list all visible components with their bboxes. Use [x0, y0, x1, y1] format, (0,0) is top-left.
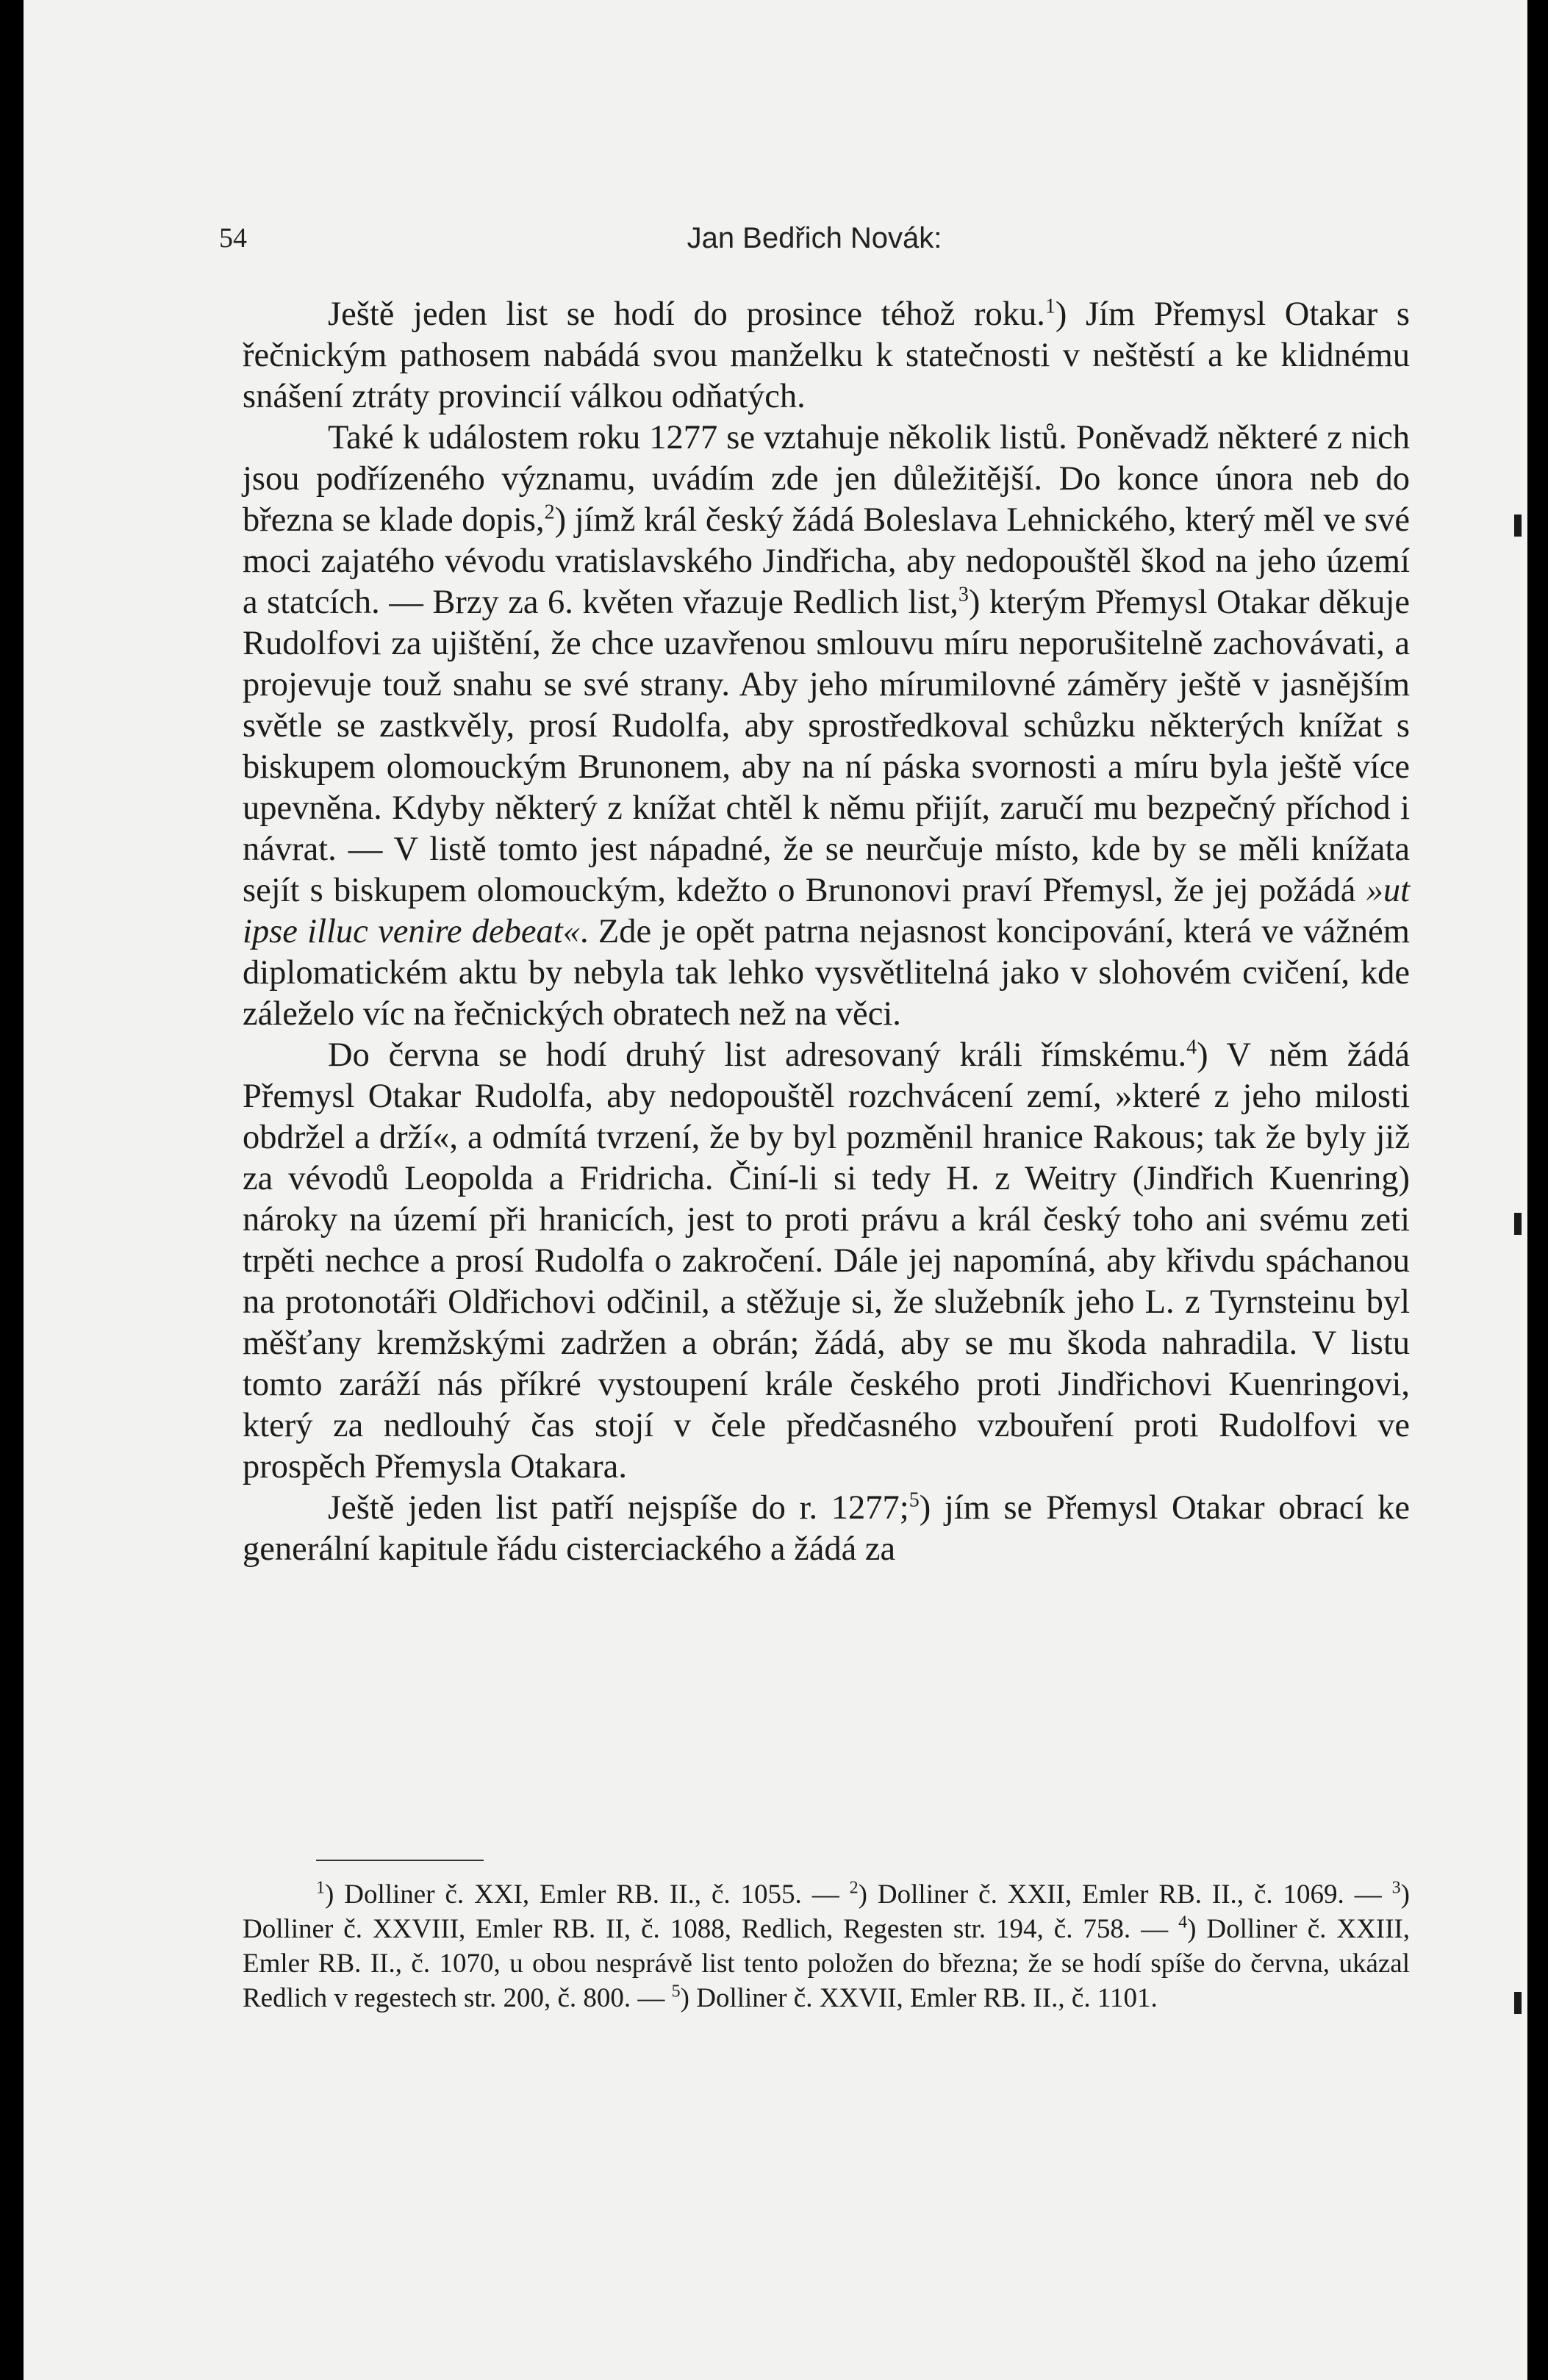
book-page [24, 0, 1527, 2380]
text-run: Ještě jeden list patří nejspíše do r. 1277; [328, 1489, 909, 1527]
scan-edge-mark [1514, 515, 1522, 537]
paragraph [243, 294, 1410, 417]
footnote-text: ) Dolliner č. XXVIII, Emler RB. II, č. 1088, Redlich, Regesten str. 194, č. 758. — [243, 1879, 1410, 1944]
footnote-number: 4 [1178, 1913, 1188, 1932]
paragraph [243, 417, 1410, 1035]
footnote-text: ) Dolliner č. XXVII, Emler RB. II., č. 1101. [680, 1983, 1158, 2013]
footnote-ref: 1 [1044, 295, 1056, 318]
scan-edge-mark [1514, 1213, 1522, 1235]
text-run: ) kterým Přemysl Otakar děkuje Rudolfovi za ujištění, že chce uzavřenou smlouvu míru neporušitelně zachovávati, a projevuje touž snahu se své strany. Aby jeho mírumilovné záměry ještě v jasnějším světle se zastkvěly, prosí Rudolfa, aby sprostředkoval schůzku některých knížat s biskupem olomouckým Brunonem, aby na ní páska svornosti a míru byla ještě více upevněna. Kdyby některý z knížat chtěl k němu přijít, zaručí mu bezpečný příchod i návrat. — V listě tomto jest nápadné, že se neurčuje místo, kde by se měli knížata sejít s biskupem olomouckým, kdežto o Brunonovi praví Přemysl, že jej požádá [243, 584, 1410, 909]
footnote-number: 5 [671, 1982, 681, 2001]
footnote-ref: 3 [958, 583, 969, 606]
footnote-block [243, 1877, 1410, 2015]
text-run: Také k událostem roku 1277 se vztahuje několik listů. Poněvadž některé z nich jsou podřízeného významu, uvádím zde jen důležitější. Do konce února neb do března se klade dopis, [243, 419, 1410, 539]
scan-edge-mark [1514, 1992, 1522, 2014]
footnote-number: 1 [316, 1878, 325, 1898]
paragraph [243, 1488, 1410, 1570]
page-header [219, 222, 1410, 263]
text-run: ) jím se Přemysl Otakar obrací ke generální kapitule řádu cisterciackého a žádá za [243, 1489, 1410, 1568]
footnote-number: 2 [849, 1878, 859, 1898]
page-number: 54 [219, 223, 247, 254]
text-run: ) jímž král český žádá Boleslava Lehnického, který měl ve své moci zajatého vévodu vratislavského Jindřicha, aby nedopouštěl škod na jeho území a statcích. — Brzy za 6. květen vřazuje Redlich list, [243, 501, 1411, 621]
footnote-number: 3 [1391, 1878, 1401, 1898]
text-run: ) Jím Přemysl Otakar s řečnickým pathosem nabádá svou manželku k statečnosti v neštěstí a ke klidnému snášení ztráty provincií válkou odňatých. [243, 295, 1410, 415]
body-text [243, 294, 1410, 1570]
footnotes [243, 1877, 1410, 2015]
running-title: Jan Bedřich Novák: [687, 222, 942, 254]
text-run: Do června se hodí druhý list adresovaný králi římskému. [328, 1036, 1187, 1074]
text-run: ) V něm žádá Přemysl Otakar Rudolfa, aby nedopouštěl rozchvácení zemí, »které z jeho milosti obdržel a drží«, a odmítá tvrzení, že by byl pozměnil hranice Rakous; tak že byly již za vévodů Leopolda a Fridricha. Činí-li si tedy H. z Weitry (Jindřich Kuenring) nároky na území při hranicích, jest to proti právu a král český toho ani svému zeti trpěti nechce a prosí Rudolfa o zakročení. Dále jej napomíná, aby křivdu spáchanou na protonotáři Oldřichovi odčinil, a stěžuje si, že služebník jeho L. z Tyrnsteinu byl měšťany kremžskými zadržen a obrán; žádá, aby se mu škoda nahradila. V listu tomto zaráží nás příkré vystoupení krále českého proti Jindřichovi Kuenringovi, který za nedlouhý čas stojí v čele předčasného vzbouření proti Rudolfovi ve prospěch Přemysla Otakara. [243, 1036, 1410, 1485]
footnote-ref: 2 [544, 501, 555, 524]
footnote-ref: 5 [909, 1488, 920, 1512]
text-run: Ještě jeden list se hodí do prosince téhož roku. [328, 295, 1045, 333]
footnote-text: ) Dolliner č. XXI, Emler RB. II., č. 1055. — [325, 1879, 850, 1910]
latin-quote: »ut ipse illuc venire debeat« [243, 872, 1410, 950]
footnote-text: ) Dolliner č. XXII, Emler RB. II., č. 1069. — [858, 1879, 1392, 1910]
footnote-divider [316, 1860, 484, 1861]
text-run: . Zde je opět patrna nejasnost koncipování, která ve vážném diplomatickém aktu by nebyla tak lehko vysvětlitelná jako v slohovém cvičení, kde záleželo víc na řečnických obratech než na věci. [243, 913, 1410, 1033]
paragraph [243, 1035, 1410, 1488]
footnote-ref: 4 [1186, 1036, 1197, 1059]
footnote-text: ) Dolliner č. XXIII, Emler RB. II., č. 1070, u obou nesprávě list tento položen do března; že se hodí spíše do června, ukázal Redlich v regestech str. 200, č. 800. — [243, 1914, 1410, 2013]
